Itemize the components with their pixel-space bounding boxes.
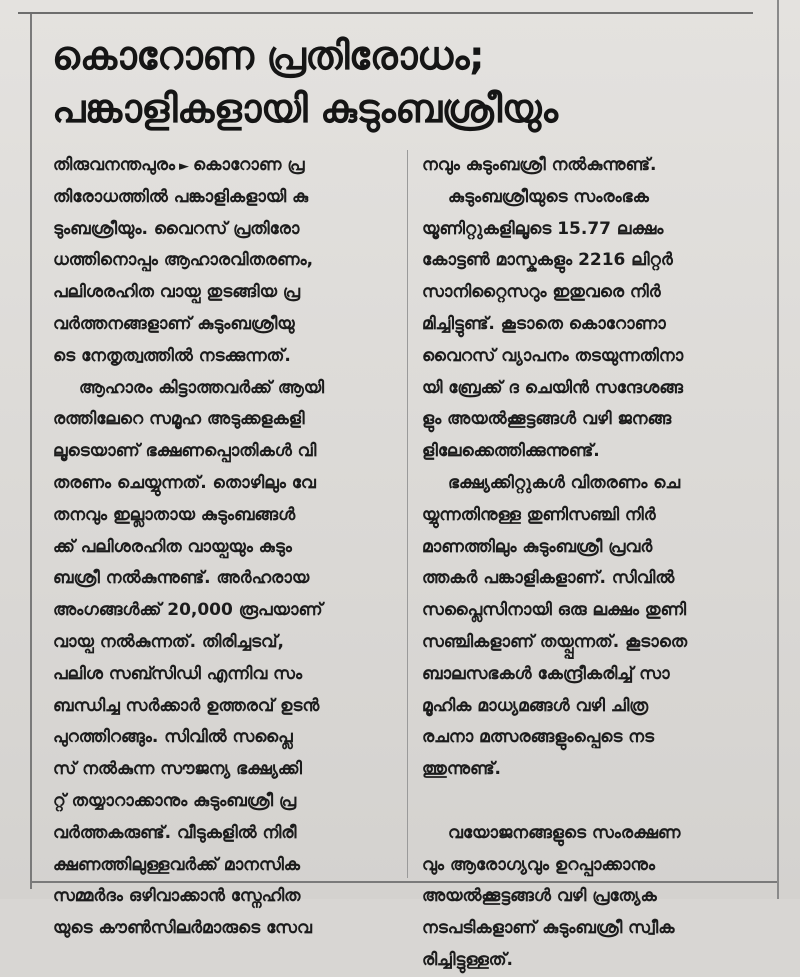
article-line: വർത്തനങ്ങളാണ് കുടുംബശ്രീയു	[53, 313, 295, 334]
article-line: മിച്ചിട്ടുണ്ട്. കൂടാതെ കൊറോണാ	[422, 313, 666, 334]
article-line: ക്ഷണത്തിലുള്ളവർക്ക് മാനസിക	[53, 854, 300, 875]
article-line: ആഹാരം കിട്ടാത്തവർക്ക് ആയി	[79, 377, 325, 398]
article-line: രചനാ മത്സരങ്ങളുംപ്പെടെ നട	[422, 727, 655, 748]
article-line: തനവും ഇല്ലാതായ കുടുംബങ്ങൾ	[53, 504, 296, 525]
article-line: ബശ്രീ നൽകുന്നുണ്ട്. അർഹരായ	[53, 568, 310, 589]
article-line: കുടുംബശ്രീയുടെ സംരംഭക	[448, 186, 649, 207]
article-line: ബാലസഭകൾ കേന്ദ്രീകരിച്ച് സാ	[422, 663, 670, 684]
article-line: വും ആരോഗ്യവും ഉറപ്പാക്കാനും	[422, 854, 655, 875]
article-line: സാനിറ്റൈസറും ഇതുവരെ നിർ	[422, 282, 661, 303]
article-line: ത്തുന്നുണ്ട്.	[422, 759, 501, 780]
article-line: യൂണിറ്റുകളിലൂടെ 15.77 ലക്ഷം	[422, 218, 664, 239]
article-column-left	[53, 150, 405, 945]
article-line: ധത്തിനൊപ്പം ആഹാരവിതരണം,	[53, 250, 314, 271]
article-line: ടുംബശ്രീയും. വൈറസ് പ്രതിരോ	[53, 218, 300, 239]
article-line: കോട്ടൺ മാസ്കുകളും 2216 ലിറ്റർ	[422, 250, 673, 271]
article-line: ടെ നേതൃത്വത്തിൽ നടക്കുന്നത്.	[53, 345, 291, 366]
article-line: വായ്പ നൽകുന്നത്. തിരിച്ചടവ്,	[53, 631, 284, 652]
article-line: മാണത്തിലും കുടുംബശ്രീ പ്രവർ	[422, 536, 653, 557]
paragraph-gap	[422, 786, 774, 818]
article-line: ഭക്ഷ്യക്കിറ്റുകൾ വിതരണം ചെ	[448, 472, 681, 493]
article-line: മൂഹിക മാധ്യമങ്ങൾ വഴി ചിത്ര	[422, 695, 649, 716]
article-line: ളിലേക്കെത്തിക്കുന്നുണ്ട്.	[422, 441, 600, 462]
column-divider	[407, 150, 408, 878]
article-line: സ് നൽകുന്ന സൗജന്യ ഭക്ഷ്യക്കി	[53, 759, 302, 780]
article-line	[53, 150, 405, 182]
right-rule	[777, 0, 779, 899]
article-line: സമ്മർദം ഒഴിവാക്കാൻ സ്നേഹിത	[53, 886, 301, 907]
article-line: ത്തകർ പങ്കാളികളാണ്. സിവിൽ	[422, 568, 675, 589]
article-line: നവും കുടുംബശ്രീ നൽകുന്നുണ്ട്.	[422, 155, 657, 175]
article-line: തരണം ചെയ്യുന്നത്. തൊഴിലും വേ	[53, 472, 316, 493]
article-line: യി ബ്രേക്ക് ദ ചെയിൻ സന്ദേശങ്ങ	[422, 377, 683, 398]
article-line: ലൂടെയാണ് ഭക്ഷണപ്പൊതികൾ വി	[53, 441, 317, 462]
article-line: ബന്ധിച്ച സർക്കാർ ഉത്തരവ് ഉടൻ	[53, 695, 320, 716]
article-line: പലിശ സബ്സിഡി എന്നിവ സം	[53, 663, 303, 684]
left-rule	[30, 14, 32, 889]
article-line: തിരോധത്തിൽ പങ്കാളികളായി കു	[53, 186, 309, 207]
article-line: പലിശരഹിത വായ്പ തുടങ്ങിയ പ്ര	[53, 282, 301, 303]
article-line: നടപടികളാണ് കുടുംബശ്രീ സ്വീക	[422, 918, 675, 939]
dateline: തിരുവനന്തപുരം	[53, 155, 175, 175]
article-line: യുടെ കൗൺസിലർമാരുടെ സേവ	[53, 918, 312, 939]
article-line: സപ്ലൈസിനായി ഒരു ലക്ഷം തുണി	[422, 600, 687, 621]
article-line: വയോജനങ്ങളുടെ സംരക്ഷണ	[448, 822, 681, 843]
article-text: കൊറോണ പ്ര	[193, 155, 305, 175]
article-line: പുറത്തിറങ്ങും. സിവിൽ സപ്ലൈ	[53, 727, 293, 748]
article-line: അയൽക്കൂട്ടങ്ങൾ വഴി പ്രത്യേക	[422, 886, 657, 907]
article-line: സഞ്ചികളാണ് തയ്പ്പുന്നത്. കൂടാതെ	[422, 631, 688, 652]
article-line: യ്യുന്നതിനുള്ള തുണിസഞ്ചി നിർ	[422, 504, 656, 525]
article-line: വർത്തകരുണ്ട്. വീടുകളിൽ നിരീ	[53, 822, 297, 843]
article-line: രത്തിലേറെ സമൂഹ അടുക്കളകളി	[53, 409, 305, 430]
article-headline	[52, 30, 772, 136]
headline-line-1: കൊറോണ പ്രതിരോധം;	[52, 34, 485, 79]
article-line: ക്ക് പലിശരഹിത വായ്പയും കുടും	[53, 536, 292, 557]
top-rule	[18, 12, 753, 14]
article-line: റ്റ് തയ്യാറാക്കാനും കുടുംബശ്രീ പ്ര	[53, 790, 297, 811]
article-line: അംഗങ്ങൾക്ക് 20,000 രൂപയാണ്	[53, 600, 323, 621]
article-line: വൈറസ് വ്യാപനം തടയുന്നതിനാ	[422, 345, 684, 366]
dateline-marker-icon: ►	[179, 159, 189, 174]
article-line: രിച്ചിട്ടുള്ളത്.	[422, 949, 514, 970]
article-column-right	[422, 150, 774, 977]
headline-line-2: പങ്കാളികളായി കുടുംബശ്രീയും	[52, 87, 558, 132]
article-line: ളും അയൽക്കൂട്ടങ്ങൾ വഴി ജനങ്ങ	[422, 409, 672, 430]
